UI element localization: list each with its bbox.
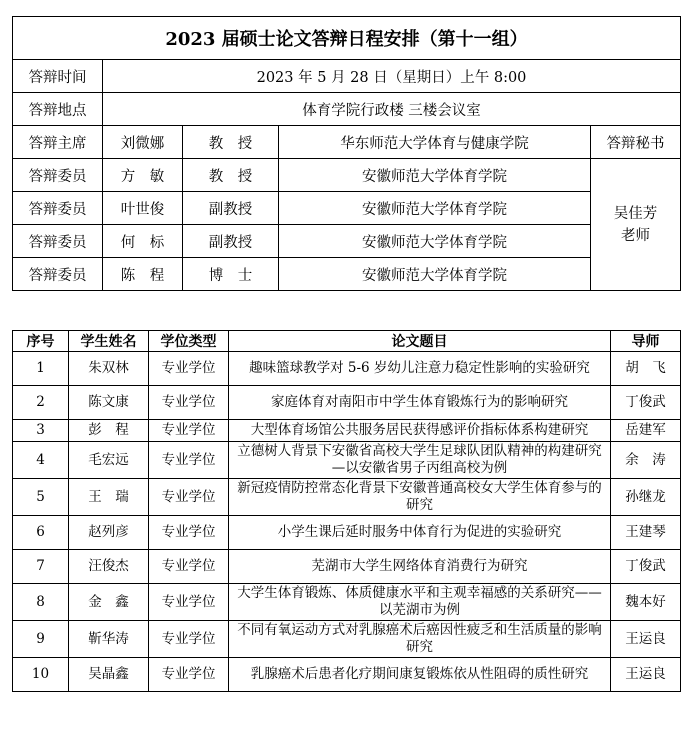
committee-row (13, 159, 681, 192)
row-topic: 立德树人背景下安徽省高校大学生足球队团队精神的构建研究—以安徽省男子丙组高校为例 (229, 442, 611, 479)
member-role: 答辩委员 (13, 192, 103, 225)
member-name: 刘微娜 (103, 126, 183, 159)
member-rank: 教 授 (183, 126, 279, 159)
page-title: 2023 届硕士论文答辩日程安排（第十一组） (13, 17, 681, 60)
row-advisor: 魏本好 (611, 584, 681, 621)
row-degree: 专业学位 (149, 658, 229, 692)
row-no: 7 (13, 550, 69, 584)
row-no: 5 (13, 479, 69, 516)
member-unit: 安徽师范大学体育学院 (279, 192, 591, 225)
row-no: 2 (13, 386, 69, 420)
header-no: 序号 (13, 331, 69, 352)
table-header-row (13, 331, 681, 352)
row-topic: 大型体育场馆公共服务居民获得感评价指标体系构建研究 (229, 420, 611, 442)
row-topic: 小学生课后延时服务中体育行为促进的实验研究 (229, 516, 611, 550)
table-row (13, 584, 681, 621)
schedule-table (12, 16, 681, 291)
time-value: 2023 年 5 月 28 日（星期日）上午 8:00 (103, 60, 681, 93)
secretary-label: 答辩秘书 (591, 126, 681, 159)
row-topic: 大学生体育锻炼、体质健康水平和主观幸福感的关系研究——以芜湖市为例 (229, 584, 611, 621)
member-role: 答辩主席 (13, 126, 103, 159)
row-topic: 不同有氧运动方式对乳腺癌术后癌因性疲乏和生活质量的影响研究 (229, 621, 611, 658)
secretary-title: 老师 (621, 227, 650, 244)
member-name: 何 标 (103, 225, 183, 258)
header-degree: 学位类型 (149, 331, 229, 352)
row-no: 8 (13, 584, 69, 621)
row-advisor: 胡 飞 (611, 352, 681, 386)
header-topic: 论文题目 (229, 331, 611, 352)
row-no: 4 (13, 442, 69, 479)
row-degree: 专业学位 (149, 621, 229, 658)
member-unit: 安徽师范大学体育学院 (279, 258, 591, 291)
member-unit: 华东师范大学体育与健康学院 (279, 126, 591, 159)
secretary-name: 吴佳芳 (613, 205, 658, 222)
row-degree: 专业学位 (149, 479, 229, 516)
row-degree: 专业学位 (149, 420, 229, 442)
row-no: 1 (13, 352, 69, 386)
row-name: 赵列彦 (69, 516, 149, 550)
row-topic: 芜湖市大学生网络体育消费行为研究 (229, 550, 611, 584)
member-role: 答辩委员 (13, 225, 103, 258)
member-rank: 副教授 (183, 225, 279, 258)
row-topic: 乳腺癌术后患者化疗期间康复锻炼依从性阻碍的质性研究 (229, 658, 611, 692)
place-value: 体育学院行政楼 三楼会议室 (103, 93, 681, 126)
committee-row (13, 225, 681, 258)
committee-row (13, 126, 681, 159)
table-row (13, 516, 681, 550)
member-unit: 安徽师范大学体育学院 (279, 225, 591, 258)
row-topic: 新冠疫情防控常态化背景下安徽普通高校女大学生体育参与的研究 (229, 479, 611, 516)
table-row (13, 442, 681, 479)
header-name: 学生姓名 (69, 331, 149, 352)
committee-row (13, 192, 681, 225)
row-name: 陈文康 (69, 386, 149, 420)
students-table (12, 330, 681, 692)
member-name: 方 敏 (103, 159, 183, 192)
row-degree: 专业学位 (149, 442, 229, 479)
member-role: 答辩委员 (13, 159, 103, 192)
row-no: 9 (13, 621, 69, 658)
member-rank: 教 授 (183, 159, 279, 192)
header-advisor: 导师 (611, 331, 681, 352)
table-row (13, 420, 681, 442)
member-unit: 安徽师范大学体育学院 (279, 159, 591, 192)
row-degree: 专业学位 (149, 516, 229, 550)
table-row (13, 621, 681, 658)
member-name: 陈 程 (103, 258, 183, 291)
table-row (13, 479, 681, 516)
table-row (13, 386, 681, 420)
row-name: 靳华涛 (69, 621, 149, 658)
row-advisor: 王运良 (611, 658, 681, 692)
row-degree: 专业学位 (149, 386, 229, 420)
committee-row (13, 258, 681, 291)
row-advisor: 丁俊武 (611, 386, 681, 420)
secretary-cell (591, 159, 681, 291)
time-label: 答辩时间 (13, 60, 103, 93)
row-name: 朱双林 (69, 352, 149, 386)
member-rank: 副教授 (183, 192, 279, 225)
row-name: 吴晶鑫 (69, 658, 149, 692)
place-label: 答辩地点 (13, 93, 103, 126)
member-name: 叶世俊 (103, 192, 183, 225)
member-role: 答辩委员 (13, 258, 103, 291)
row-advisor: 丁俊武 (611, 550, 681, 584)
row-topic: 家庭体育对南阳市中学生体育锻炼行为的影响研究 (229, 386, 611, 420)
row-name: 王 瑞 (69, 479, 149, 516)
row-no: 6 (13, 516, 69, 550)
row-advisor: 王建琴 (611, 516, 681, 550)
row-degree: 专业学位 (149, 584, 229, 621)
table-row (13, 550, 681, 584)
row-degree: 专业学位 (149, 352, 229, 386)
row-advisor: 余 涛 (611, 442, 681, 479)
row-advisor: 岳建军 (611, 420, 681, 442)
row-name: 彭 程 (69, 420, 149, 442)
row-no: 3 (13, 420, 69, 442)
row-advisor: 王运良 (611, 621, 681, 658)
row-no: 10 (13, 658, 69, 692)
member-rank: 博 士 (183, 258, 279, 291)
row-degree: 专业学位 (149, 550, 229, 584)
row-advisor: 孙继龙 (611, 479, 681, 516)
row-name: 汪俊杰 (69, 550, 149, 584)
row-name: 毛宏远 (69, 442, 149, 479)
table-row (13, 352, 681, 386)
row-name: 金 鑫 (69, 584, 149, 621)
table-row (13, 658, 681, 692)
row-topic: 趣味篮球教学对 5-6 岁幼儿注意力稳定性影响的实验研究 (229, 352, 611, 386)
